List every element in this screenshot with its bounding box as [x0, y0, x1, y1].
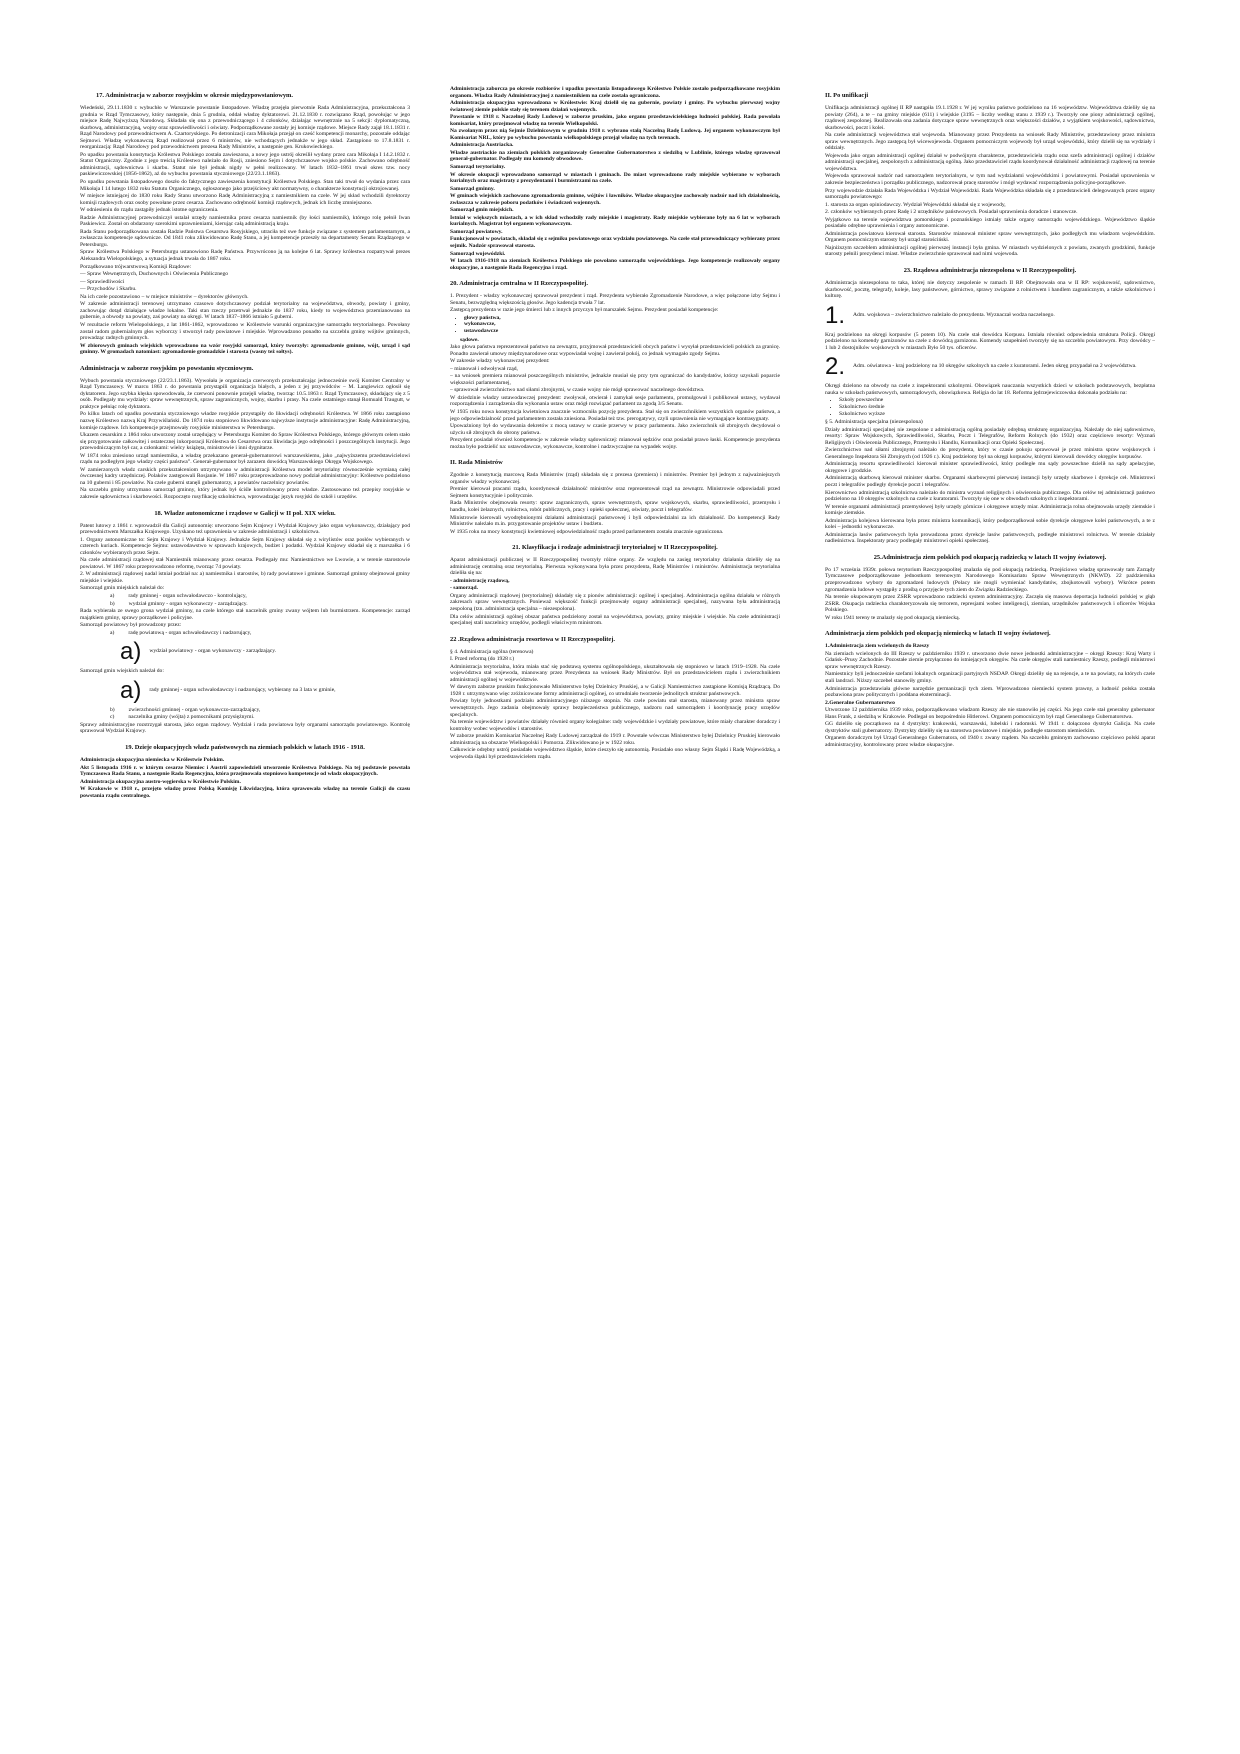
list-item	[80, 676, 410, 704]
subheading: 2.Generalne Gubernatorstwo	[825, 699, 895, 706]
paragraph: W okresie okupacji wprowadzono samorząd w miastach i gminach. Do miast wprowadzono rady miejskie wybierane w wyborach kurialnych oraz magistraty z prezydentami i burmistrzami na czele.	[450, 171, 780, 185]
paragraph: 2. członków wybieranych przez Radę i 2 urzędników państwowych. Posiadał uprawnienia doradcze i stanowcze.	[825, 209, 1078, 216]
paragraph: Najniższym szczeblem administracji ogólnej pierwszej instancji była gmina. W miastach wydzielonych z powiatu, zwanych grodzkimi, funkcje starosty pełnili prezydenci miast. Władze zwierzchnie sprawował nad nimi wojewoda.	[825, 244, 1155, 258]
subheading: Samorząd wojewódzki.	[450, 250, 506, 257]
subheading: Samorząd terytorialny.	[450, 164, 506, 171]
paragraph: Administracja zaborcza po okresie rozbiorów i upadku powstania listopadowego Królestwo Polskie zostało podporządkowane rosyjskim organom. Władza Rady Administracyjnej z namiestnikiem na czele została ograniczona.	[450, 86, 780, 99]
paragraph: Na zwołanym przez nią Sejmie Dzielnicowym w grudniu 1918 r. wybrano stałą Naczelną Radę Ludową. Jej organem wykonawczym był Komisariat NRL, który po wybuchu powstania wielkopolskiego przejął władzę na tych terenach.	[450, 128, 780, 141]
item-number: 2.	[825, 353, 846, 381]
paragraph: – na wniosek premiera mianował poszczególnych ministrów, jednakże musiał się przy tym ograniczać do kandydatów, którzy uzyskali poparcie większości parlamentarnej,	[450, 373, 780, 386]
competence-list	[450, 315, 780, 335]
paragraph: § 4. Administracja ogólna (terenowa)	[450, 648, 534, 655]
paragraph: Powstanie w 1918 r. Naczelnej Rady Ludowej w zaborze pruskim, jako organu przedstawicielskiego ludności polskiej. Rada powołała komisariat, który przejmował władzę na terenie Wielkopolski.	[450, 114, 780, 127]
list-marker-large: a)	[120, 638, 142, 666]
list-item	[80, 593, 410, 600]
list-item	[80, 630, 410, 637]
list-text: radę powiatową - organ uchwałodawczy i nadzorujący,	[128, 629, 252, 636]
list-item	[80, 714, 410, 721]
paragraph: Administracja przedstawiała główne narzędzie germanizacji tych ziem. Wprowadzono niemiecki system prawny, a ludność polska została pozbawiona praw politycznych i poddana eksterminacji.	[825, 685, 1155, 699]
paragraph: Organem doradczym był Urząd Generalnego Gubernatora, od 1940 r. zwany rządem. Na szczeblu gminnym zachowano częściowo polski aparat administracyjny, kontrolowany przez władze okupacyjne.	[825, 735, 1155, 748]
paragraph: W zaborze pruskim Komisariat Naczelnej Rady Ludowej zarządzał do 1919 r. Powstałe wówczas Ministerstwo byłej Dzielnicy Pruskiej kierowało administracją na obszarze Wielkopolski i Pomorza. Zlikwidowano je w 1922 roku.	[450, 733, 780, 746]
section-intro	[450, 86, 780, 271]
paragraph: Rada Stanu podporządkowana została Radzie Państwa Cesarstwa Rosyjskiego, utraciła też swe funkcje związane z systemem parlamentarnym, a zwłaszcza kompetencje sądownicze. Od 1841 roku zlikwidowano Radę Stanu, a jej kompetencje przeszły na departamenty Senatu Rządzącego w Petersburgu.	[80, 228, 410, 248]
paragraph: Władze austriackie na ziemiach polskich zorganizowały Generalne Gubernatorstwo z siedzibą w Lublinie, którego władzę sprawował generał-gubernator. Podlegały mu komendy obwodowe.	[450, 149, 780, 163]
paragraph: Wojewoda sprawował nadzór nad samorządem terytorialnym, w tym nad wydziałami wojewódzkimi i powiatowymi. Posiadał uprawnienia w zakresie bezpieczeństwa i porządku publicznego, nadzorował pracę starostów i mógł wydawać rozporządzenia policyjno-porządkowe.	[825, 173, 1155, 187]
paragraph: GG dzieliło się początkowo na 4 dystrykty: krakowski, warszawski, lubelski i radomski. W 1941 r. dołączono dystrykt Galicja. Na czele dystryktów stali gubernatorzy. Dystrykty dzieliły się na starostwa powiatowe i miejskie, podległe starostom niemieckim.	[825, 721, 1155, 734]
paragraph: 1. Organy autonomiczne to: Sejm Krajowy i Wydział Krajowy. Jednakże Sejm Krajowy składał się z wirylistów oraz posłów wybieranych w czterech kuriach. Kompetencje Sejmu: ustawodawstwo w sprawach krajowych, budżet i podatki. Wydział Krajowy składał się z marszałka i 6 członków wybieranych przez Sejm.	[80, 536, 410, 556]
section-okupacja-niemiecka	[825, 630, 1155, 748]
paragraph: Radzie Administracyjnej przewodniczył ustalał urzędy namiestnika przez cesarza namiestnik (by łości namiestnik), którego rolę pełnił Iwan Paskiewicz. Został on obdarzony szerokimi uprawnieniami, kierując całą administracją kraju.	[80, 214, 410, 228]
paragraph: Na terenie okupowanym przez ZSRR wprowadzono radziecki system administracyjny. Zaczęła się masowa deportacja ludności polskiej w głąb ZSRR. Okupacja radziecka charakteryzowała się terrorem, represjami wobec inteligencji, ziemian, urzędników państwowych i oficerów Wojska Polskiego.	[825, 594, 1155, 614]
paragraph: W dziedzinie władzy ustawodawczej prezydent: zwoływał, otwierał i zamykał sesje parlamentu, promulgował i publikował ustawy, wydawał rozporządzenia i zarządzenia dla wykonania ustaw oraz mógł rozwiązać parlament za zgodą 3/5 Senatu.	[450, 394, 780, 408]
paragraph: Premier kierował pracami rządu, koordynował działalność ministrów oraz reprezentował rząd na zewnątrz. Ministrowie odpowiadali przed Sejmem konstytucyjnie i politycznie.	[450, 486, 780, 499]
section-po-unifikacji	[825, 92, 1155, 258]
section-25	[825, 554, 1155, 621]
paragraph: W zamierzonych władz carskich przekształceniom utrzymywano w administracji Królestwa model terytorialny równocześnie wymianą całej ówczesnej kadry urzędniczej. Polaków zastępowali Rosjanie. W 1867 roku przeprowadzono nowy podział administracyjny: Królestwo podzielono na 10 guberni i 85 powiatów. Na czele guberni stanęli gubernatorzy, a powiatów naczelnicy powiatów.	[80, 466, 410, 486]
paragraph: Funkcjonował w powiatach, składał się z sejmiku powiatowego oraz wydziału powiatowego. Na czele stał przewodniczący wybierany przez sejmik. Nadzór sprawował starosta.	[450, 236, 780, 250]
school-list	[825, 397, 1155, 417]
section-25-title: 25.Administracja ziem polskich pod okupacją radziecką w latach II wojny światowej.	[873, 553, 1107, 561]
paragraph: Namiestnicy byli jednocześnie szefami lokalnych organizacji partyjnych NSDAP. Okręgi dzieliły się na rejencje, a te na powiaty, na których czele stali landraci. Niższy szczebel stanowiły gminy.	[825, 671, 1155, 684]
list-item	[80, 707, 410, 714]
list-marker-large: a)	[120, 676, 142, 704]
section-19-title: 19. Dzieje okupacyjnych władz państwowych na ziemiach polskich w latach 1916 - 1918.	[125, 744, 365, 752]
paragraph: W 1935 roku nowa konstytucja kwietniowa znacznie wzmocniła pozycję prezydenta. Stał się on zwierzchnikiem wszystkich organów państwa, a jego odpowiedzialność przed parlamentem została zniesiona. Posiadał też tzw. prerogatywy, czyli uprawnienia nie wymagające kontrasygnaty.	[450, 408, 780, 422]
list-text: rady gminnej - organ uchwałodawczo - kontrolujący,	[128, 593, 247, 599]
paragraph: Wyjątkowo na terenie województwa pomorskiego i poznańskiego istniały także organy samorządu wojewódzkiego. Województwo śląskie posiadało odrębne uprawnienia i organy autonomiczne.	[825, 216, 1155, 230]
paragraph: W latach 1916-1918 na ziemiach Królestwa Polskiego nie powołano samorządu wojewódzkiego. Jego kompetencje realizowały organy okupacyjne, a następnie Rada Regencyjna i rząd.	[450, 258, 780, 271]
list-item: — Spraw Wewnętrznych, Duchownych i Oświecenia Publicznego	[80, 271, 229, 278]
paragraph: Kierownictwo administracją szkolnictwa należało do ministra wyznań religijnych i oświecenia publicznego. Dla celów tej administracji państwo podzielono na 10 okręgów szkolnych na czele z kuratorami. Tworzyły się one w obwodach szkolnych z inspektorami.	[825, 489, 1155, 503]
subheading: Administracja Austriacka.	[450, 142, 514, 149]
paragraph: Upoważniony był do wydawania dekretów z mocą ustawy w czasie przerwy w pracy parlamentu. Jako zwierzchnik sił zbrojnych decydował o użyciu sił zbrojnych do obrony państwa.	[450, 423, 780, 436]
section-20-title: 20. Administracja centralna w II Rzeczypospolitej.	[450, 280, 588, 288]
list-item: • Szkolnictwo wyższe	[839, 411, 1155, 418]
subheading: Samorząd gminny.	[450, 185, 495, 192]
paragraph: W gminach wiejskich zachowano zgromadzenia gminne, wójtów i ławników. Władze okupacyjne zachowały nadzór nad ich działalnością, zwłaszcza w zakresie poboru podatków i świadczeń wojennych.	[450, 193, 780, 206]
numbered-item	[825, 355, 1155, 379]
paragraph: Administracja terytorialna, która miała stać się podstawą systemu ogólnopolskiego, ukształtowała się stopniowo w latach 1919–1928. Na czele województwa stał wojewoda, mianowany przez Prezydenta na wniosek Rady Ministrów. Był on przedstawicielem rządu i zwierzchnikiem administracji ogólnej w województwie.	[450, 663, 780, 683]
paragraph: W dawnym zaborze pruskim funkcjonowało Ministerstwo byłej Dzielnicy Pruskiej, a w Galicji Namiestnictwo zastąpione Komisją Rządzącą. Do 1928 r. utrzymywano więc zróżnicowane formy administracji ogólnej, co utrudniało tworzenie jednolitych struktur państwowych.	[450, 684, 780, 697]
paragraph: W Krakowie w 1918 r., przejęto władzę przez Polską Komisję Likwidacyjną, która sprawowała władzę na terenie Galicji do czasu powstania rządu centralnego.	[80, 786, 410, 799]
paragraph: Całkowicie odrębny ustrój posiadało województwo śląskie, które cieszyło się autonomią. Posiadało ono własny Sejm Śląski i Radę Wojewódzką, a wojewoda śląski był przedstawicielem rządu.	[450, 747, 780, 760]
section-17	[80, 92, 410, 356]
section-zabor-title: Administracja w zaborze rosyjskim po powstaniu styczniowym.	[80, 364, 254, 372]
paragraph: Administracja okupacyjna austro-węgierska w Królestwie Polskim.	[80, 778, 241, 785]
closing-paragraph: W zbiorowych gminach wiejskich wprowadzono na wzór rosyjski samorząd, który tworzyły: zgromadzenie gminne, wójt, urząd i sąd gminny. W gromadach natomiast: zgromadzenie gromadzkie i starosta (wasny też sołtys).	[80, 342, 410, 356]
section-17-title: 17. Administracja w zaborze rosyjskim w okresie międzypowstaniowym.	[96, 92, 293, 99]
paragraph: Utworzone 12 października 1939 roku, podporządkowano władzom Rzeszy ale nie stanowiło jej części. Na jego czele stał generalny gubernator Hans Frank, z siedzibą w Krakowie. Podlegał on bezpośrednio Hitlerowi. Organem pomocniczym był rząd Generalnego Gubernatorstwa.	[825, 707, 1155, 720]
paragraph: – mianował i odwoływał rząd,	[450, 365, 518, 372]
list-item: — Przychodów i Skarbu.	[80, 286, 137, 293]
column-1	[80, 86, 410, 1726]
section-okupacja-title: Administracja ziem polskich pod okupacją niemiecką w latach II wojny światowej.	[825, 630, 1051, 638]
paragraph: Kraj podzielono na okręgi korpusów (5 potem 10). Na czele stał dowódca Korpusu. Istniała również odpowiednia struktura Policji. Okręgi podzielono na komendy garnizonów na czele z dowódcą garnizonu. Komendy uzupełnień tworzyły się na szczeblu powiatowym. Przy dowódcy – 1 lub 2 dostojników wojskowych w miastach Było 50 tys. oficerów.	[825, 331, 1155, 351]
paragraph: Prezydent posiadał również kompetencje w zakresie władzy sądowniczej: mianował sędziów oraz posiadał prawo łaski. Kompetencje prezydenta można było podzielić na: ustawodawcze, wykonawcze, kontrolne i nadzwyczajne na wypadek wojny.	[450, 437, 780, 450]
list-text: wydział powiatowy - organ wykonawczy - zarządzający.	[149, 648, 277, 655]
numbered-item	[825, 301, 1155, 329]
paragraph: I. Przed reformą (do 1928 r.)	[450, 656, 515, 663]
paragraph: Powiaty były jednostkami podziału administracyjnego niższego stopnia. Na czele powiatu stał starosta, mianowany przez ministra spraw wewnętrznych. Jego zadania obejmowały sprawy bezpieczeństwa publicznego, nadzoru nad samorządem i koordynację pracy urzędów specjalnych.	[450, 698, 780, 718]
section-zabor	[80, 365, 410, 501]
section-rada-ministrow	[450, 459, 780, 535]
paragraph: Administracją skarbową kierował minister skarbu. Organami skarbowymi pierwszej instancji były urzędy skarbowe i dyrekcje ceł. Ministrowi poczt i telegrafów podległy dyrekcje poczt i telegrafów.	[825, 475, 1155, 488]
paragraph: § 5. Administracja specjalna (niezespolona)	[825, 419, 923, 426]
paragraph: Na terenie województw i powiatów działały również organy kolegialne: rady wojewódzkie i wydziały powiatowe, które miały charakter doradczy i kontrolny wobec wojewodów i starostów.	[450, 719, 780, 732]
paragraph: Zgodnie z konstytucją marcową Rada Ministrów (rząd) składała się z prezesa (premiera) i ministrów. Premier był jednym z najważniejszych organów władzy wykonawczej.	[450, 472, 780, 485]
list-item: — Sprawiedliwości	[80, 278, 125, 285]
list-marker: b)	[110, 600, 115, 607]
paragraph: Administracja lasów państwowych była prowadzona przez dyrekcje lasów państwowych, podległe ministrowi rolnictwa. W terenie działały nadleśnictwa. Inspektoraty pracy podlegały ministrowi opieki społecznej.	[825, 531, 1155, 545]
paragraph: W roku 1941 tereny te znalazły się pod okupacją niemiecką.	[825, 614, 961, 621]
paragraph: Rada wybierała ze swego grona wydział gminny, na czele którego stał naczelnik gminy zwany wójtem lub burmistrzem. Kompetencje: zarząd majątkiem gminy, sprawy porządkowe i policyjne.	[80, 608, 410, 621]
paragraph: Działy administracji specjalnej nie zespolone z administracją ogólną posiadały odrębną strukturę organizacyjną. Należały do niej sądownictwo, resorty: Spraw Wojskowych, Sprawiedliwości, Skarbu, Poczt i Telegrafów, Reform Rolnych (do 1932) oraz częściowo resorty: Wyznań Religijnych i Oświecenia Publicznego, Przemysłu i Handlu, Komunikacji oraz Opieki Społecznej.	[825, 426, 1155, 446]
item-text: Adm. wojskowa – zwierzchnictwo należało do prezydenta. Wyznaczał wodza naczelnego.	[853, 311, 1055, 318]
section-19	[80, 744, 410, 799]
list-text: wydział gminny - organ wykonawczy - zarządzający.	[128, 600, 248, 607]
paragraph: Administracja kolejowa kierowana była przez ministra komunikacji, który podporządkował sobie dyrekcje okręgowe kolei państwowych, a te z kolei – jednostki wykonawcze.	[825, 517, 1155, 531]
paragraph: Spraw Królestwa Polskiego w Petersburgu ustanowiono Radę Państwa. Przywrócono ją na kolejne 6 lat. Sprawy królestwa rozpatrywał prezes Aleksandra Wielopolskiego, a sytuacja jednak trwała do 1867 roku.	[80, 249, 410, 263]
paragraph: W 1874 roku zniesiono urząd namiestnika, a władzę przekazano generał-gubernatorowi warszawskiemu, jako „najwyższemu przedstawicielowi rządu na podległym jego władzy części państwa”. Generał-gubernator był zarazem dowódcą Warszawskiego Okręgu Wojskowego.	[80, 452, 410, 466]
paragraph: Na ziemiach wcielonych do III Rzeszy w październiku 1939 r. utworzono dwie nowe jednostki administracyjne – okręgi Rzeszy: Kraj Warty i Gdańsk–Prusy Zachodnie. Pozostałe ziemie przyłączono do istniejących okręgów. Na czele okręgów stali namiestnicy Rzeszy, podlegli ministrowi spraw wewnętrznych Rzeszy.	[825, 650, 1155, 670]
list-item	[80, 640, 410, 664]
paragraph: Samorząd powiatowy był prowadzony przez:	[80, 622, 182, 629]
document-page	[80, 86, 1170, 1726]
section-22-title: 22 .Rządowa administracja resortowa w II Rzeczypospolitej.	[450, 635, 615, 643]
paragraph: Porządkowano trójwarstwową Komisji Rządowe:	[80, 263, 192, 270]
paragraph: Dla celów administracji ogólnej obszar państwa podzielony został na województwa, powiaty, gminy miejskie i wiejskie. Na czele administracji specjalnej stali naczelnicy urzędów, podlegli właściwym ministrom.	[450, 613, 780, 627]
paragraph: – sprawował zwierzchnictwo nad siłami zbrojnymi, w czasie wojny nie mógł sprawować naczelnego dowództwa.	[450, 387, 705, 394]
column-3	[825, 86, 1155, 1726]
list-item: • głowy państwa,	[464, 315, 780, 322]
section-23-title: 23. Rządowa administracja niezespolona w II Rzeczypospolitej.	[903, 267, 1077, 275]
list-marker: a)	[110, 629, 115, 636]
paragraph: Po upadku powstania listopadowego doszło do faktycznego zawieszenia konstytucji Królestwa Polskiego. Stan taki trwał do wydania przez cara Mikołaja I 14 lutego 1832 roku Statutu Organicznego, ogłoszonego jako przejściowy akt normatywny, o charakterze konstytucji oktrojowanej.	[80, 179, 410, 192]
section-18-title: 18. Władze autonomiczne i rządowe w Galicji w II poł. XIX wieku.	[154, 509, 336, 517]
paragraph: Administracja powiatowa kierował starosta. Starostów mianował minister spraw wewnętrznych, jako podległych mu władzom wojewódzkim. Organem pomocniczym starosty był urząd starościński.	[825, 230, 1155, 244]
paragraph: Wybuch powstania styczniowego (22/23.1.1863). Wywołała je organizacja czerwonych przekształcając jednocześnie swój Komitet Centralny w Rząd Tymczasowy. W marcu 1863 r. do powstania przystąpili organizacja białych, a jeden z jej przywódców – M. Langiewicz ogłosił się dyktatorem. Jego szybka klęska spowodowała, że czerwoni ponownie przejęli władzę, tworząc 10.5.1863 r. Rząd Tymczasowy, składający się z 5 osób. Podlegały mu wydziały: spraw wewnętrznych, spraw zagranicznych, wojny, skarbu i prasy. Na czele ostatniego stanął Romuald Traugutt, w praktyce pełniąc rolę dyktatora.	[80, 377, 410, 410]
item-number: 1.	[825, 301, 846, 329]
paragraph: Administracją resortu sprawiedliwości kierował minister sprawiedliwości, który podległe mu sądy powszechne dzielił na sądy apelacyjne, okręgowe i grodzkie.	[825, 461, 1155, 474]
paragraph: W 1935 roku na mocy konstytucji kwietniowej odpowiedzialność rządu przed parlamentem została znacznie ograniczona.	[450, 528, 724, 535]
paragraph: W terenie organami administracji przemysłowej były urzędy górnicze i okręgowe urzędy miar. Administracja rolna obejmowała urzędy ziemskie i komisje ziemskie.	[825, 503, 1155, 517]
paragraph: Na ich czele pozostawiono – w miejsce ministrów – dyrektorów głównych.	[80, 293, 249, 300]
paragraph: Po kilku latach od upadku powstania styczniowego władze rosyjskie przystąpiły do likwidacji odrębności Królestwa. W 1866 roku zastąpiono nazwę Królestwo nazwą Kraj Przywiślański. Do 1874 roku stopniowo likwidowano najwyższe instytucje administracyjne: Radę Administracyjną, komisje rządowe. Ich kompetencje przejmowały rosyjskie ministerstwa w Petersburgu.	[80, 411, 410, 431]
column-2	[450, 86, 780, 1726]
list-text: naczelnika gminy (wójta) z pomocnikami przysiężnymi.	[128, 714, 255, 721]
section-21-title: 21. Klasyfikacja i rodzaje administracji terytorialnej w II Rzeczypospolitej.	[512, 544, 718, 552]
list-item: sądowe.	[460, 336, 479, 343]
subheading: Samorząd gmin miejskich.	[450, 207, 514, 214]
list-text: zwierzchności gminnej - organ wykonawczo-zarządzający,	[128, 706, 261, 713]
paragraph: Sprawy administracyjne rozstrzygał starosta, jako organ rządowy. Wydział i rada powiatowa były organami samorządu powiatowego. Kontrolę sprawował Wydział Krajowy.	[80, 721, 410, 735]
list-text: rady gminnej - organ uchwałodawczy i nadzorujący, wybierany na 3 lata w gminie,	[149, 686, 336, 693]
paragraph: Zastępcą prezydenta w razie jego śmierci lub z innych przyczyn był marszałek Sejmu. Prezydent posiadał kompetencje:	[450, 307, 719, 314]
paragraph: Patent lutowy z 1861 r. wprowadził dla Galicji autonomię: utworzono Sejm Krajowy i Wydział Krajowy jako organ wykonawczy, działający pod przewodnictwem Marszałka Krajowego. Uzyskano też uprawnienia w zakresie administracji i szkolnictwa.	[80, 522, 410, 536]
paragraph: Na czele administracji rządowej stał Namiestnik mianowany przez cesarza. Podlegały mu: Namiestnictwo we Lwowie, a w terenie starostowie powiatowi. W 1867 roku przeprowadzono reformę, tworząc 74 powiaty.	[80, 557, 410, 570]
subheading: 1.Administracja ziem wcielonych do Rzeszy	[825, 643, 930, 650]
paragraph: 2. W administracji rządowej nadal istniał podział na: a) namiestnika i starostów, b) rady powiatowe i gminne. Samorząd gminny obejmował gminy miejskie i wiejskie.	[80, 571, 410, 584]
paragraph: Aparat administracji publicznej w II Rzeczypospolitej tworzyły różne organy. Ze względu na zasięg terytorialny działania dzieliły się na administrację centralną oraz terytorialną. Pierwsza wykonywana była przez prezydenta, Radę Ministrów i ministrów. Administracja terytorialna dzieliła się na:	[450, 557, 780, 577]
list-item: - samorząd.	[450, 585, 478, 592]
section-22	[450, 636, 780, 761]
section-rada-title: II. Rada Ministrów	[450, 459, 503, 467]
section-23	[825, 267, 1155, 545]
list-item: • ustawodawcze	[464, 328, 780, 335]
paragraph: Okręgi dzielono na obwody na czele z inspektorami szkolnymi. Obowiązek nauczania wszystkich dzieci w szkołach podstawowych, bezpłatna nauka w szkołach państwowych, samorządowych, obowiązkowa. Religia do lat 18. Reforma jędrzejewiczowska dokonała podziału na:	[825, 383, 1155, 396]
paragraph: W odniesieniu do rządu zastąpiły jednak istotne ograniczenia.	[80, 207, 219, 214]
paragraph: Po upadku powstania konstytucja Królestwa Polskiego została zawieszona, a nowy jego ustrój określił wydany przez cara Mikołaja I 14.2.1832 r. Statut Organiczny. Zgodnie z jego treścią Królestwo należało do Rosji, zniesiono Sejm i dotychczasowe wojsko polskie. Zachowano odrębność administracji, sądownictwa i skarbu. Statut nie był jednak nigdy w pełni realizowany. W latach 1832–1861 trwał okres tzw. nocy paskiewiczowskiej (1856-1862), aż do wybuchu powstania styczniowego (22/23.1.1863).	[80, 151, 410, 178]
list-item: • wykonawcze,	[464, 321, 780, 328]
paragraph: Samorząd gmin miejskich należał do:	[80, 585, 165, 592]
paragraph: W miejsce istniejącej do 1830 roku Rady Stanu utworzono Radę Administracyjną z namiestnikiem na czele. W jej skład wchodzili dyrektorzy komisji rządowych oraz osoby powołane przez cesarza. Zachowano odrębność komisji rządowych, jednak ich liczbę zmniejszono.	[80, 193, 410, 206]
subheading: Samorząd powiatowy.	[450, 228, 503, 235]
paragraph: Administracja okupacyjna wprowadzona w Królestwie: Kraj dzielił się na gubernie, powiaty i gminy. Po wybuchu pierwszej wojny światowej ziemie polskie stały się terenem działań wojennych.	[450, 100, 780, 113]
paragraph: Samorząd gmin wiejskich należał do:	[80, 668, 164, 675]
section-18	[80, 510, 410, 735]
list-item	[80, 601, 410, 608]
paragraph: Jako głowa państwa reprezentował państwo na zewnątrz, przyjmował przedstawicieli obcych państw i wysyłał przedstawicieli polskich za granicę. Ponadto zawierał umowy międzynarodowe oraz wypowiadał wojnę i zawierał pokój, co jednak wymagało zgody Sejmu.	[450, 344, 780, 357]
list-item: • Szkolnictwo średnie	[839, 404, 1155, 411]
paragraph: W zakresie administracji terenowej utrzymano czasowo dotychczasowy podział terytorialny na województwa, obwody, powiaty i gminy, zachowując dotąd działające władze lokalne. Taki stan rzeczy przetrwał jednakże do 1837 roku, kiedy to województwa przemianowano na gubernie, a obwody na powiaty, zaś powiaty na okręgi. W latach 1837–1866 istniało 5 guberni.	[80, 301, 410, 321]
paragraph: Unifikacja administracji ogólnej II RP nastąpiła 19.1.1928 r. W jej wyniku państwo podzielono na 16 województw. Województwa dzieliły się na powiaty (264), a te – na gminy miejskie (611) i wiejskie (3195 – liczby według stanu z 1939 r.). Tworzyły one piony administracji ogólnej, rządowej zespolonej. Realizowała ona zadania dotyczące spraw wewnętrznych oraz większości działów, z wyjątkiem wojskowości, sądownictwa, skarbowości, poczt i kolei.	[825, 105, 1155, 131]
paragraph: W rezultacie reform Wielopolskiego, z lat 1861-1862, wprowadzono w Królestwie warunki organizacyjne samorządu terytorialnego. Powołany został radom gubernialnym głos wyborczy i stworzył rady powiatowe i miejskie. Wprowadzono ponadto na szczeblu gminy wójtów gminnych, prowadząc radnych gminnych.	[80, 321, 410, 342]
paragraph: Istniał w większych miastach, a w ich skład wchodziły rady miejskie i magistraty. Rady miejskie wybierane były na 6 lat w wyborach kurialnych. Magistrat był organem wykonawczym.	[450, 214, 780, 228]
paragraph: Wiedeński, 29.11.1830 r. wybuchło w Warszawie powstanie listopadowe. Władzę przejęła pierwotnie Rada Administracyjna, przekształcona 3 grudnia w Rząd Tymczasowy, który następnie, dnia 5 grudnia, oddał władzę dyktatorowi. 21.12.1830 r. rozwiązano Rząd, powołując w jego miejsce Radę Najwyższą Narodową. Składała się ona z przewodniczącego i 4 członków, działając wewnętrznie na 5 sekcji: dyplomatyczną, skarbową, administracyjną, wojny oraz sprawiedliwości i oświaty. Podporządkowane zostały jej komisje rządowe. Miejsce Rady zajął 18.1.1831 r. Rząd Narodowy pod przewodnictwem A. Czartoryskiego. Po detronizacji cara Mikołaja przejął on cześć kompetencji monarchy, pozostałe oddając Sejmowi. Władzę wykonawczą Rząd realizował przez 6 ministrów, nie wchodzących jednakże w jego skład. Zastąpiono to 17.8.1831 r. reorganizacją: Rząd Narodowy pod przewodnictwem prezesa Rady Ministrów, a następnie gen. Krukowieckiego.	[80, 105, 410, 151]
paragraph: Administracja niezespolona to taka, której nie dotyczy zespolenie w ramach II RP. Obejmowała ona w II RP: wojskowość, sądownictwo, skarbowość, pocztę, telegrafy, koleje, lasy państwowe, górnictwo, sprawy związane z rolnictwem i handlem zagranicznym, a także szkolnictwo i kulturę.	[825, 280, 1155, 300]
paragraph: Akt 5 listopada 1916 r. w którym cesarze Niemiec i Austrii zapowiedzieli utworzenie Królestwa Polskiego. Na tej podstawie powstała Tymczasowa Rada Stanu, a następnie Rada Regencyjna, która przejmowała stopniowo kompetencje od władz okupacyjnych.	[80, 764, 410, 778]
section-20	[450, 280, 780, 450]
paragraph: Zwierzchnictwo nad siłami zbrojnymi należało do prezydenta, który w czasie pokoju sprawował je przez ministra spraw wojskowych i Generalnego Inspektora Sił Zbrojnych (od 1926 r.). Kraj podzielony był na okręgi korpusów, którymi kierowali dowódcy okręgów korpusów.	[825, 447, 1155, 460]
paragraph: Na czele administracji województwa stał wojewoda. Mianowany przez Prezydenta na wniosek Rady Ministrów, przedstawiony przez ministra spraw wewnętrznych. Jego zastępcą był wicewojewoda. Organem pomocniczym wojewody był urząd wojewódzki, który dzielił się na wydziały i oddziały.	[825, 132, 1155, 152]
paragraph: Wojewoda jako organ administracji ogólnej działał w podwójnym charakterze, przedstawiciela rządu oraz szefa administracji ogólnej i działów administracji specjalnej, zespolonych z administracją ogólną. Jako przedstawiciel rządu koordynował działalność administracji rządowej na terenie województwa.	[825, 152, 1155, 172]
section-po-unifikacji-title: II. Po unifikacji	[825, 92, 869, 99]
list-marker: c)	[110, 714, 115, 721]
item-text: Adm. oświatowa - kraj podzielony na 10 okręgów szkolnych na czele z kuratorami. Jeden okręg przypadał na 2 województwa.	[853, 363, 1137, 370]
list-item: • Szkoły powszechne	[839, 397, 1155, 404]
paragraph: Na szczeblu gminy utrzymano samorząd gminny, który jednak był ściśle kontrolowany przez władze. Zastosowano też przepisy rosyjskie w zakresie sądownictwa i skarbowości. Rozpoczęto rusyfikację szkolnictwa, wprowadzając język rosyjski do szkół i urzędów.	[80, 487, 410, 500]
paragraph: Po 17 września 1939r. połowa terytorium Rzeczypospolitej znalazła się pod okupacją radziecką. Przejściowo władzę sprawowały tam Zarządy Tymczasowe podporządkowane jednostkom terenowym Narodowego Komisariatu Spraw Wewnętrznych (NKWD). 22 października przeprowadzono wybory do zgromadzeń ludowych (Polacy nie mogli wymieniać kandydatów, zbojkotowali wybory). Wkrótce potem zgromadzenia ludowe wystąpiły z prośbą o przyjęcie tych ziem do Związku Radzieckiego.	[825, 566, 1155, 593]
paragraph: Administracja okupacyjna niemiecka w Królestwie Polskim.	[80, 757, 225, 764]
paragraph: 1. starosta za organ opiniodawczy. Wydział Wojewódzki składał się z wojewody,	[825, 201, 1006, 208]
paragraph: W zakresie władzy wykonawczej prezydent:	[450, 358, 550, 365]
paragraph: Przy wojewodzie działała Rada Wojewódzka i Wydział Wojewódzki. Rada Wojewódzka składała się z przedstawicieli delegowanych przez organy samorządu powiatowego:	[825, 187, 1155, 201]
section-21	[450, 544, 780, 626]
list-marker: a)	[110, 593, 115, 599]
paragraph: Organy administracji rządowej (terytorialnej) składały się z pionów administracji: ogólnej i specjalnej. Administracja ogólna działała w różnych zakresach spraw wewnętrznych. Ponieważ większość funkcji przejmowały organy administracji specjalnej, nazywana była administracją zespoloną (tzn. administracja specjalna – niezespolona).	[450, 592, 780, 612]
paragraph: Ukazem cesarskim z 1864 roku utworzony został urzędujący w Petersburgu Komitet do Spraw Królestwa Polskiego, którego głównym celem stało się przygotowanie całkowitej i ostatecznej inkorporacji Królestwa do Cesarstwa oraz likwidacja jego odrębności i poszczególnych instytucji. Jego przewodniczącym był car, a członkami: wielcy książęta, ministrowie i inni dygnitarze.	[80, 432, 410, 452]
list-marker: b)	[110, 706, 115, 713]
paragraph: 1. Prezydent - władzy wykonawczej sprawował prezydent i rząd. Prezydenta wybierało Zgromadzenie Narodowe, a więc połączone izby Sejmu i Senatu, bezwzględną większością głosów. Jego kadencja trwała 7 lat.	[450, 293, 780, 306]
list-item: - administrację rządową,	[450, 577, 510, 584]
paragraph: Rada Ministrów obejmowała resorty: spraw zagranicznych, spraw wewnętrznych, spraw wojskowych, skarbu, sprawiedliwości, przemysłu i handlu, kolei żelaznych, rolnictwa, robót publicznych, pracy i opieki społecznej, oświaty, poczt i telegrafów.	[450, 500, 780, 513]
paragraph: Ministrowie kierowali wyodrębnionymi działami administracji państwowej i byli odpowiedzialni za ich działalność. Do kompetencji Rady Ministrów należało m.in. przygotowanie projektów ustaw i budżetu.	[450, 514, 780, 528]
